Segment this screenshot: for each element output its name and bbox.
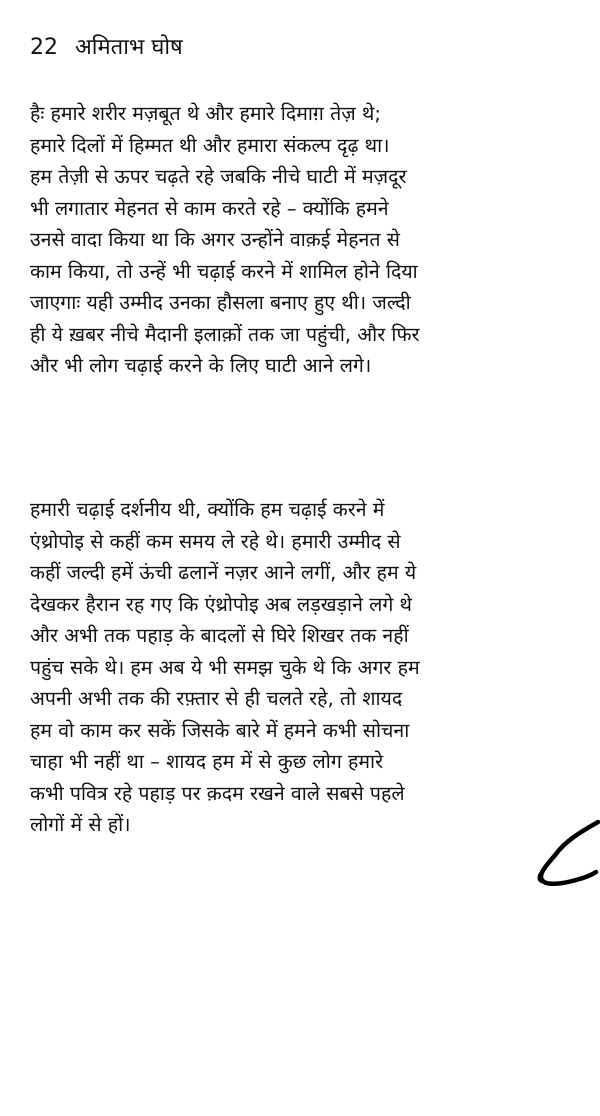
text-line: हमारी चढ़ाई दर्शनीय थी, क्योंकि हम चढ़ाई करने में	[30, 498, 385, 521]
paragraph-1	[30, 98, 590, 382]
page-number: 22	[30, 35, 58, 60]
text-line: कहीं जल्दी हमें ऊंची ढलानें नज़र आने लगीं, और हम ये	[30, 561, 417, 584]
text-line: चाहा भी नहीं था – शायद हम में से कुछ लोग हमारे	[30, 750, 384, 773]
text-line: एंथ्रोपोइ से कहीं कम समय ले रहे थे। हमारी उम्मीद से	[30, 529, 401, 553]
text-line: काम किया, तो उन्हें भी चढ़ाई करने में शामिल होने दिया	[30, 259, 418, 283]
text-line: लोगों में से हों।	[30, 813, 131, 836]
text-line: कभी पवित्र रहे पहाड़ पर क़दम रखने वाले सबसे पहले	[30, 781, 405, 805]
running-header-author: अमिताभ घोष	[75, 35, 183, 60]
text-line: भी लगातार मेहनत से काम करते रहे – क्योंकि हमने	[30, 196, 389, 220]
handwritten-margin-mark	[532, 808, 600, 890]
text-line: और भी लोग चढ़ाई करने के लिए घाटी आने लगे।	[30, 354, 372, 377]
text-line: हमारे दिलों में हिम्मत थी और हमारा संकल्प दृढ़ था।	[30, 133, 390, 157]
text-line: हैः हमारे शरीर मज़बूत थे और हमारे दिमाग़ तेज़ थे;	[30, 102, 381, 125]
paragraph-2	[30, 494, 590, 841]
running-header	[30, 34, 183, 62]
text-line: अपनी अभी तक की रफ़्तार से ही चलते रहे, तो शायद	[30, 687, 403, 710]
text-line: पहुंच सके थे। हम अब ये भी समझ चुके थे कि अगर हम	[30, 655, 420, 679]
text-line: जाएगाः यही उम्मीद उनका हौसला बनाए हुए थी। जल्दी	[30, 291, 411, 314]
text-line: और अभी तक पहाड़ के बादलों से घिरे शिखर तक नहीं	[30, 624, 409, 647]
text-line: हम वो काम कर सकें जिसके बारे में हमने कभी सोचना	[30, 718, 410, 742]
text-line: ही ये ख़बर नीचे मैदानी इलाक़ों तक जा पहुंची, और फिर	[30, 322, 420, 346]
text-line: हम तेज़ी से ऊपर चढ़ते रहे जबकि नीचे घाटी में मज़दूर	[30, 165, 407, 188]
text-line: उनसे वादा किया था कि अगर उन्होंने वाक़ई मेहनत से	[30, 228, 400, 251]
text-line: देखकर हैरान रह गए कि एंथ्रोपोइ अब लड़खड़ाने लगे थे	[30, 592, 412, 616]
